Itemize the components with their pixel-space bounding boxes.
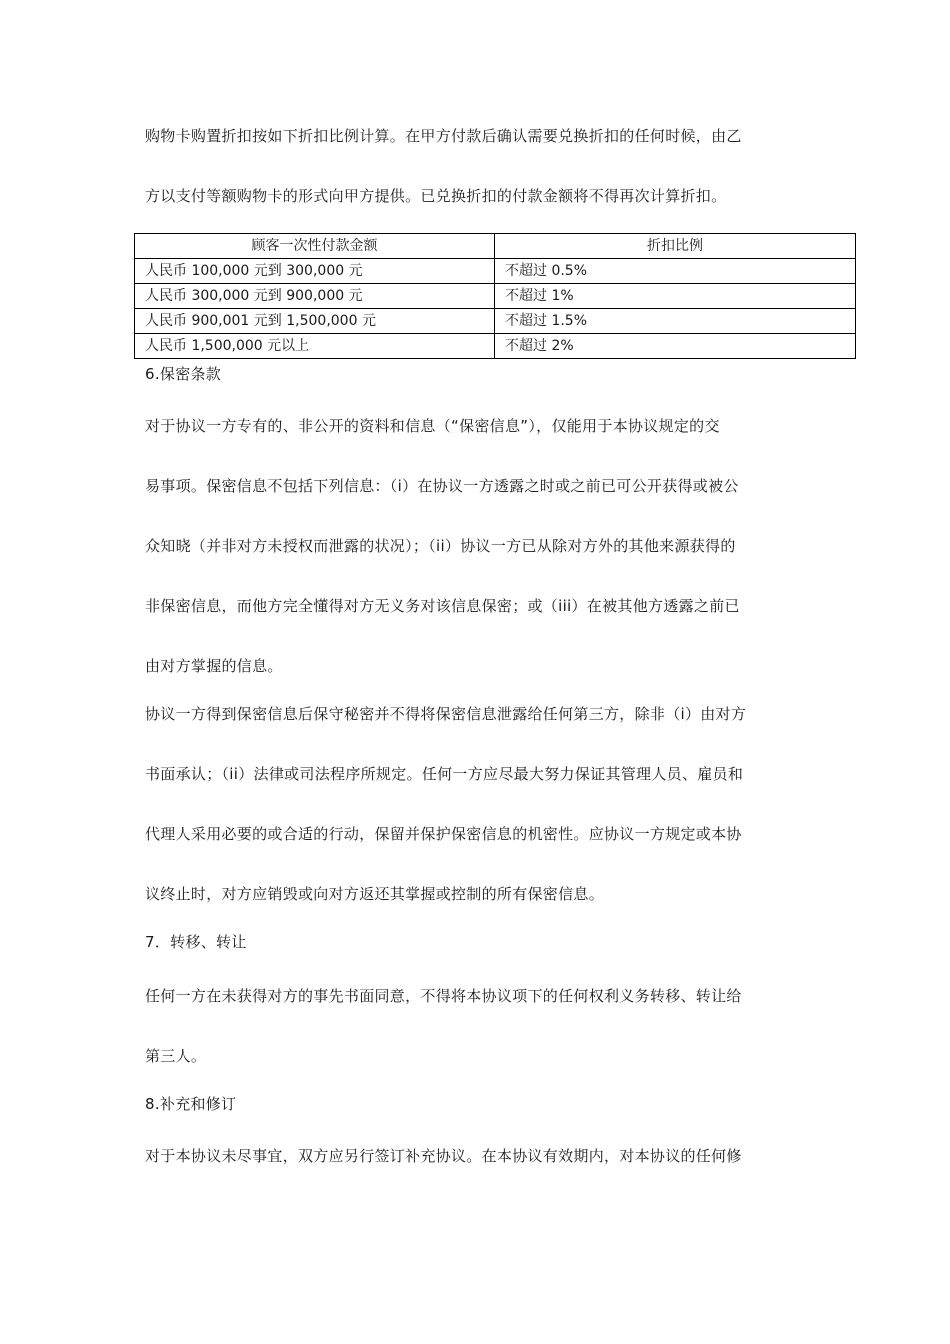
section-6-heading: 6.保密条款	[145, 365, 222, 383]
section-8-para-line-1: 对于本协议未尽事宜，双方应另行签订补充协议。在本协议有效期内，对本协议的任何修	[145, 1147, 742, 1165]
section-6-para1-line-5: 由对方掌握的信息。	[145, 657, 283, 675]
section-7-heading: 7．转移、转让	[145, 933, 247, 951]
section-6-para2-line-2: 书面承认；（ii）法律或司法程序所规定。任何一方应尽最大努力保证其管理人员、雇员和	[145, 765, 744, 783]
section-6-para2-line-3: 代理人采用必要的或合适的行动，保留并保护保密信息的机密性。应协议一方规定或本协	[145, 825, 742, 843]
header-discount-rate: 折扣比例	[495, 234, 856, 259]
cell-rate: 不超过 1%	[495, 284, 856, 309]
cell-amount: 人民币 100,000 元到 300,000 元	[135, 259, 495, 284]
section-8-heading: 8.补充和修订	[145, 1095, 237, 1113]
section-6-para2-line-4: 议终止时，对方应销毁或向对方返还其掌握或控制的所有保密信息。	[145, 885, 605, 903]
section-6-para1-line-1: 对于协议一方专有的、非公开的资料和信息（“保密信息”），仅能用于本协议规定的交	[145, 417, 720, 435]
table-header-row	[135, 234, 856, 259]
table-row	[135, 259, 856, 284]
cell-rate: 不超过 1.5%	[495, 309, 856, 334]
section-6-para1-line-2: 易事项。保密信息不包括下列信息：（i）在协议一方透露之时或之前已可公开获得或被公	[145, 477, 739, 495]
table-row	[135, 309, 856, 334]
cell-amount: 人民币 300,000 元到 900,000 元	[135, 284, 495, 309]
intro-line-2: 方以支付等额购物卡的形式向甲方提供。已兑换折扣的付款金额将不得再次计算折扣。	[145, 187, 727, 205]
section-6-para1-line-3: 众知晓（并非对方未授权而泄露的状况）；（ii）协议一方已从除对方外的其他来源获得的	[145, 537, 736, 555]
section-6-para2-line-1: 协议一方得到保密信息后保守秘密并不得将保密信息泄露给任何第三方，除非（i）由对方	[145, 705, 747, 723]
cell-rate: 不超过 2%	[495, 334, 856, 359]
discount-table	[134, 233, 856, 359]
header-payment-amount: 顾客一次性付款金额	[135, 234, 495, 259]
table-row	[135, 284, 856, 309]
section-7-para-line-2: 第三人。	[145, 1047, 207, 1065]
table-row	[135, 334, 856, 359]
cell-rate: 不超过 0.5%	[495, 259, 856, 284]
cell-amount: 人民币 1,500,000 元以上	[135, 334, 495, 359]
cell-amount: 人民币 900,001 元到 1,500,000 元	[135, 309, 495, 334]
intro-line-1: 购物卡购置折扣按如下折扣比例计算。在甲方付款后确认需要兑换折扣的任何时候，由乙	[145, 127, 742, 145]
section-7-para-line-1: 任何一方在未获得对方的事先书面同意，不得将本协议项下的任何权利义务转移、转让给	[145, 987, 742, 1005]
section-6-para1-line-4: 非保密信息，而他方完全懂得对方无义务对该信息保密；或（iii）在被其他方透露之前已	[145, 597, 740, 615]
